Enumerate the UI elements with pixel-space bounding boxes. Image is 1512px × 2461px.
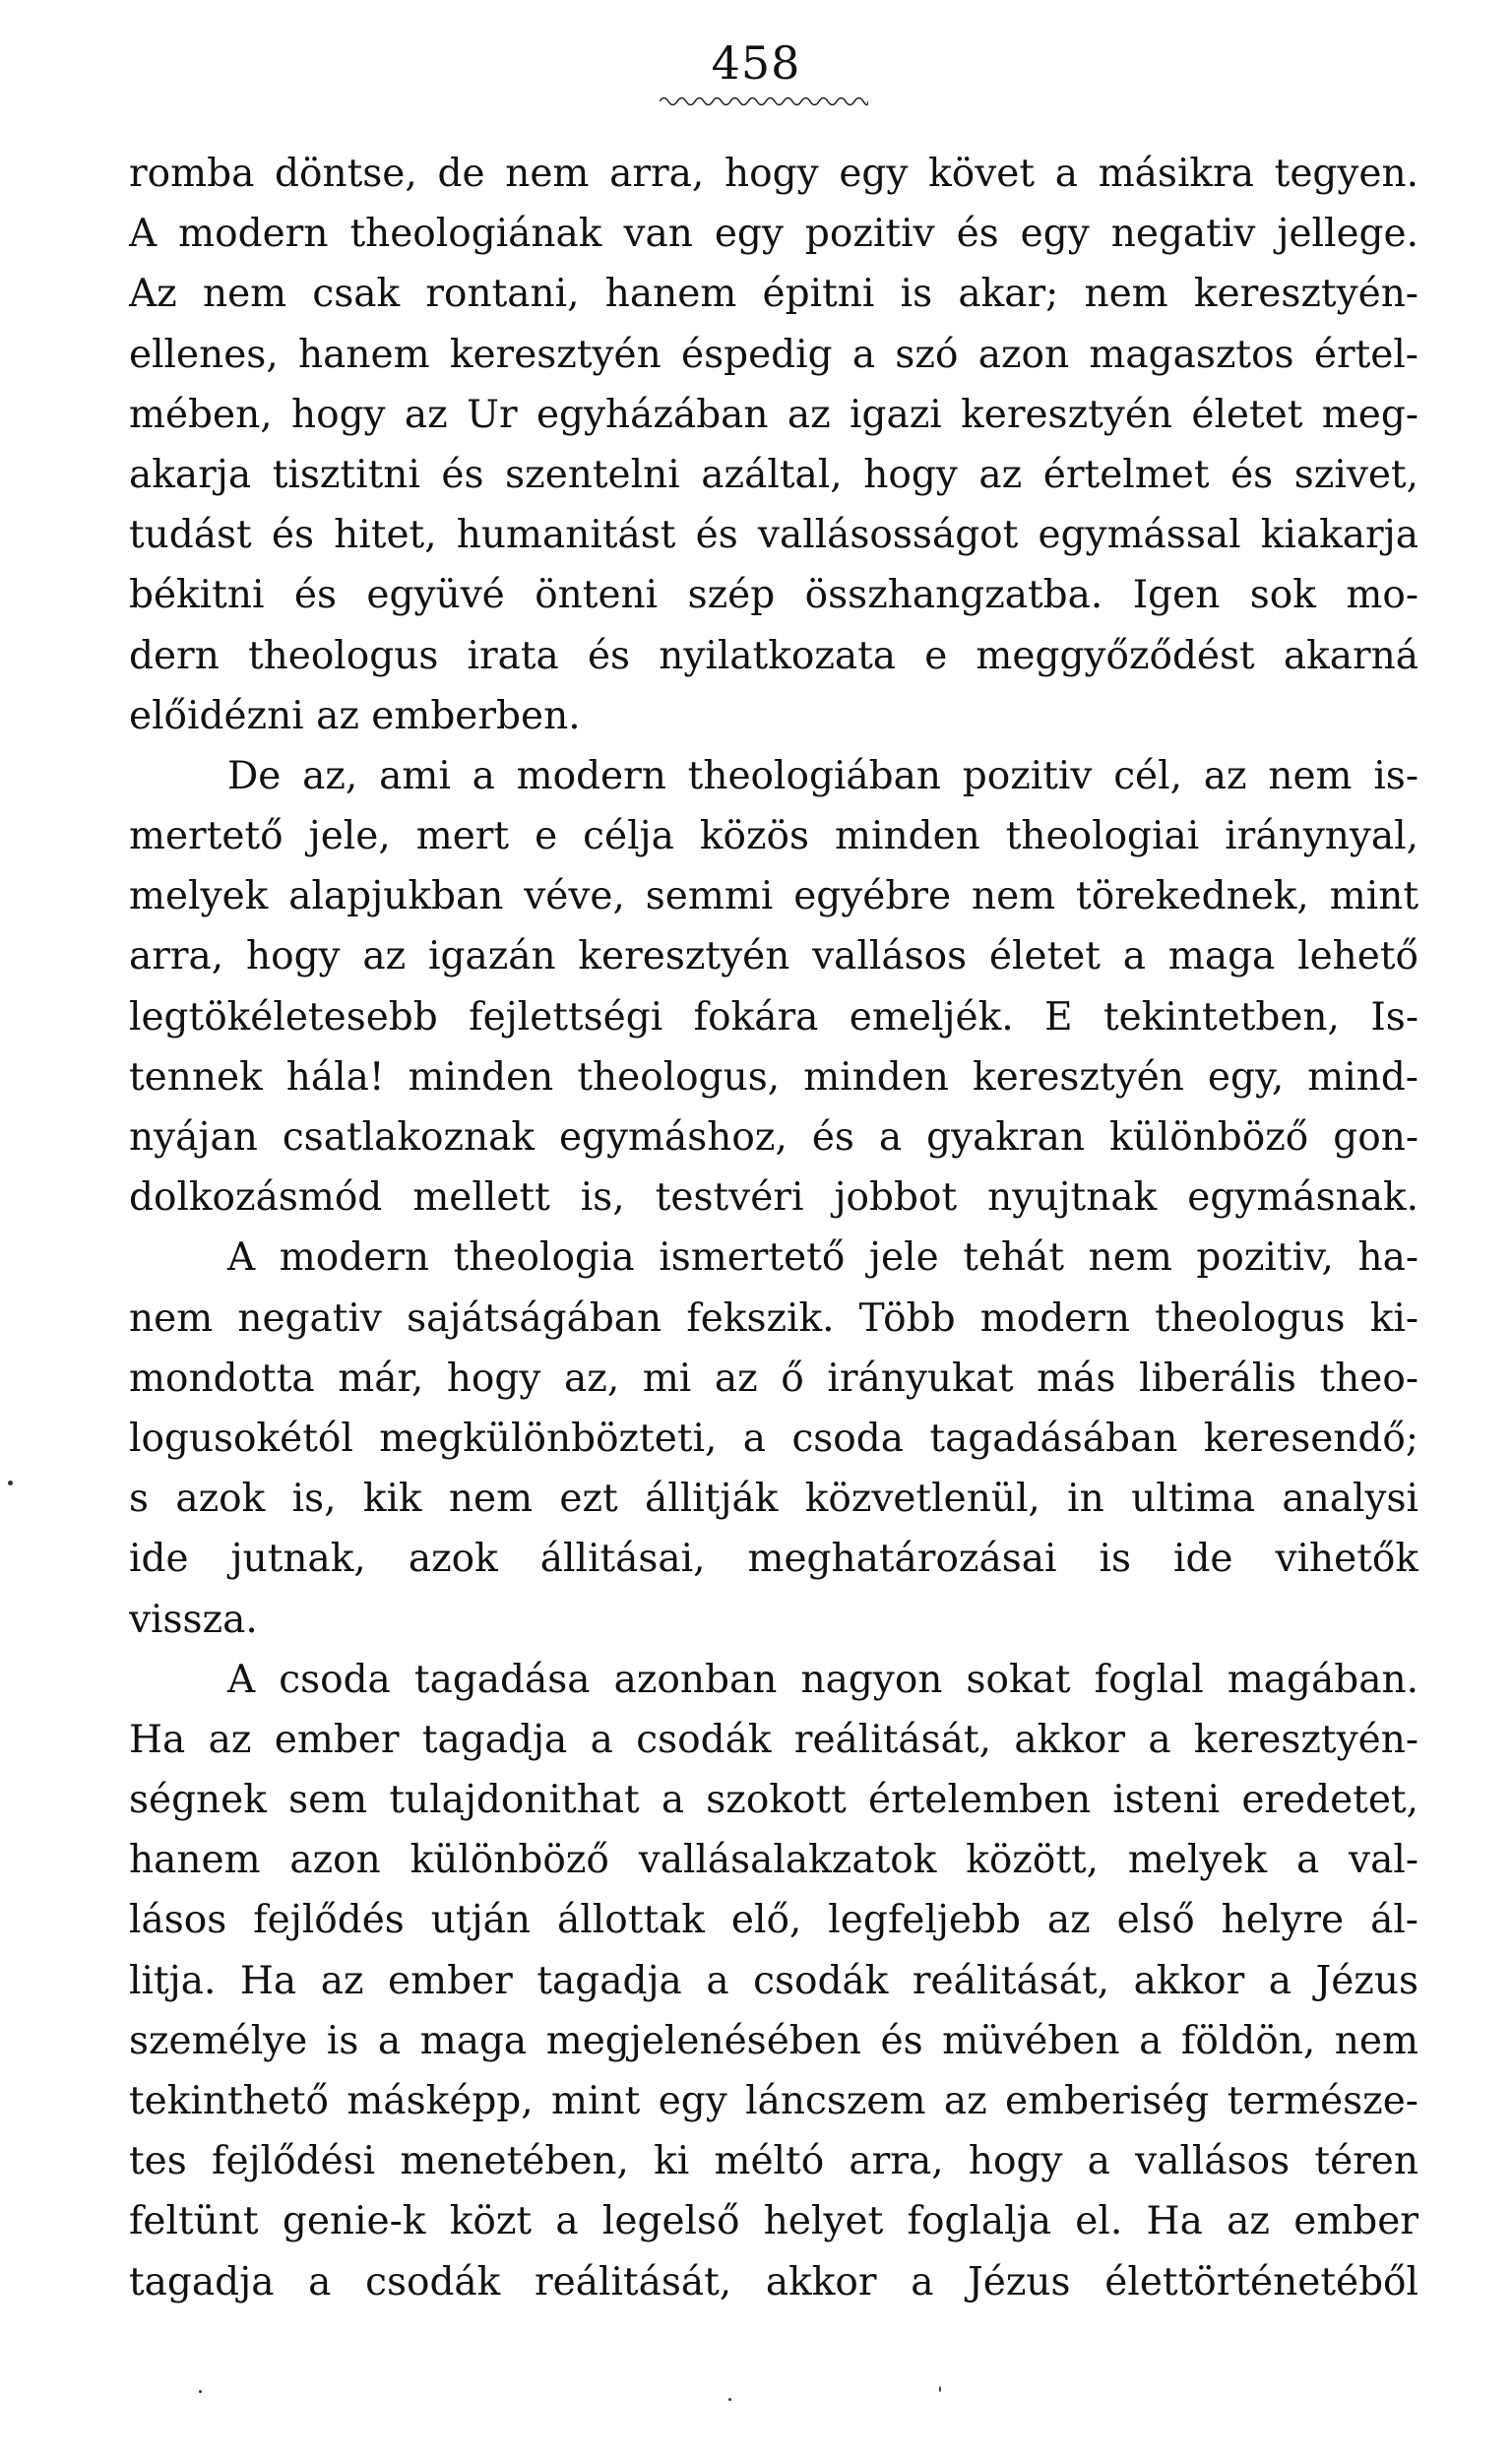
text-line: logusokétól megkülönbözteti, a csoda tagadásában keresendő;: [129, 1416, 1418, 1461]
text-line: mondotta már, hogy az, mi az ő irányukat más liberális theo-: [129, 1356, 1418, 1401]
text-line: s azok is, kik nem ezt állitják közvetlenül, in ultima analysi: [129, 1477, 1418, 1522]
text-line: A csoda tagadása azonban nagyon sokat foglal magában.: [227, 1657, 1418, 1702]
text-line: A modern theologiának van egy pozitiv és egy negativ jellege.: [129, 212, 1418, 257]
text-line: romba döntse, de nem arra, hogy egy követ a másikra tegyen.: [129, 152, 1418, 196]
text-line: nem negativ sajátságában fekszik. Több modern theologus ki-: [129, 1295, 1418, 1341]
text-line: ide jutnak, azok állitásai, meghatározásai is ide vihetők: [129, 1537, 1418, 1582]
text-line: dern theologus irata és nyilatkozata e meggyőződést akarná: [129, 633, 1418, 678]
text-line: tekinthető másképp, mint egy láncszem az emberiség természe-: [129, 2079, 1418, 2123]
print-speck: [728, 2398, 731, 2401]
text-line: tennek hála! minden theologus, minden keresztyén egy, mind-: [129, 1054, 1418, 1100]
body-text: [129, 144, 1418, 2312]
wavy-rule: [660, 95, 868, 108]
text-line: Az nem csak rontani, hanem épitni is akar; nem keresztyén-: [129, 272, 1418, 317]
text-line: dolkozásmód mellett is, testvéri jobbot nyujtnak egymásnak.: [129, 1175, 1418, 1221]
text-line: mében, hogy az Ur egyházában az igazi keresztyén életet meg-: [129, 392, 1418, 437]
text-line: tudást és hitet, humanitást és vallásosságot egymással kiakarja: [129, 513, 1418, 558]
print-speck: [199, 2390, 202, 2393]
text-line: De az, ami a modern theologiában pozitiv cél, az nem is-: [227, 753, 1418, 798]
text-line: melyek alapjukban véve, semmi egyébre nem törekednek, mint: [129, 874, 1418, 919]
text-line: feltünt genie-k közt a legelső helyet foglalja el. Ha az ember: [129, 2199, 1418, 2244]
page-number: 458: [711, 36, 801, 90]
print-speck: [939, 2386, 941, 2392]
text-line: legtökéletesebb fejlettségi fokára emeljék. E tekintetben, Is-: [129, 994, 1418, 1040]
text-line: litja. Ha az ember tagadja a csodák reálitását, akkor a Jézus: [129, 1958, 1418, 2003]
text-line: arra, hogy az igazán keresztyén vallásos életet a maga lehető: [129, 934, 1418, 979]
text-line: ellenes, hanem keresztyén éspedig a szó azon magasztos értel-: [129, 332, 1418, 377]
text-line: hanem azon különböző vallásalakzatok között, melyek a val-: [129, 1838, 1418, 1883]
print-speck: [8, 1481, 13, 1485]
text-line: nyájan csatlakoznak egymáshoz, és a gyakran különböző gon-: [129, 1115, 1418, 1160]
text-line: békitni és együvé önteni szép összhangzatba. Igen sok mo-: [129, 573, 1418, 618]
text-line: személye is a maga megjelenésében és müvében a földön, nem: [129, 2018, 1418, 2063]
text-line: Ha az ember tagadja a csodák reálitását, akkor a keresztyén-: [129, 1717, 1418, 1762]
text-line: előidézni az emberben.: [129, 693, 581, 738]
text-line: akarja tisztitni és szentelni azáltal, hogy az értelmet és szivet,: [129, 452, 1418, 497]
text-line: mertető jele, mert e célja közös minden theologiai iránynyal,: [129, 814, 1418, 859]
text-line: ségnek sem tulajdonithat a szokott értelemben isteni eredetet,: [129, 1778, 1418, 1823]
text-line: tagadja a csodák reálitását, akkor a Jézus élettörténetéből: [129, 2259, 1418, 2304]
text-line: A modern theologia ismertető jele tehát nem pozitiv, ha-: [227, 1235, 1418, 1281]
text-line: tes fejlődési menetében, ki méltó arra, hogy a vallásos téren: [129, 2139, 1418, 2184]
text-line: vissza.: [129, 1597, 258, 1642]
text-line: lásos fejlődés utján állottak elő, legfeljebb az első helyre ál-: [129, 1898, 1418, 1943]
